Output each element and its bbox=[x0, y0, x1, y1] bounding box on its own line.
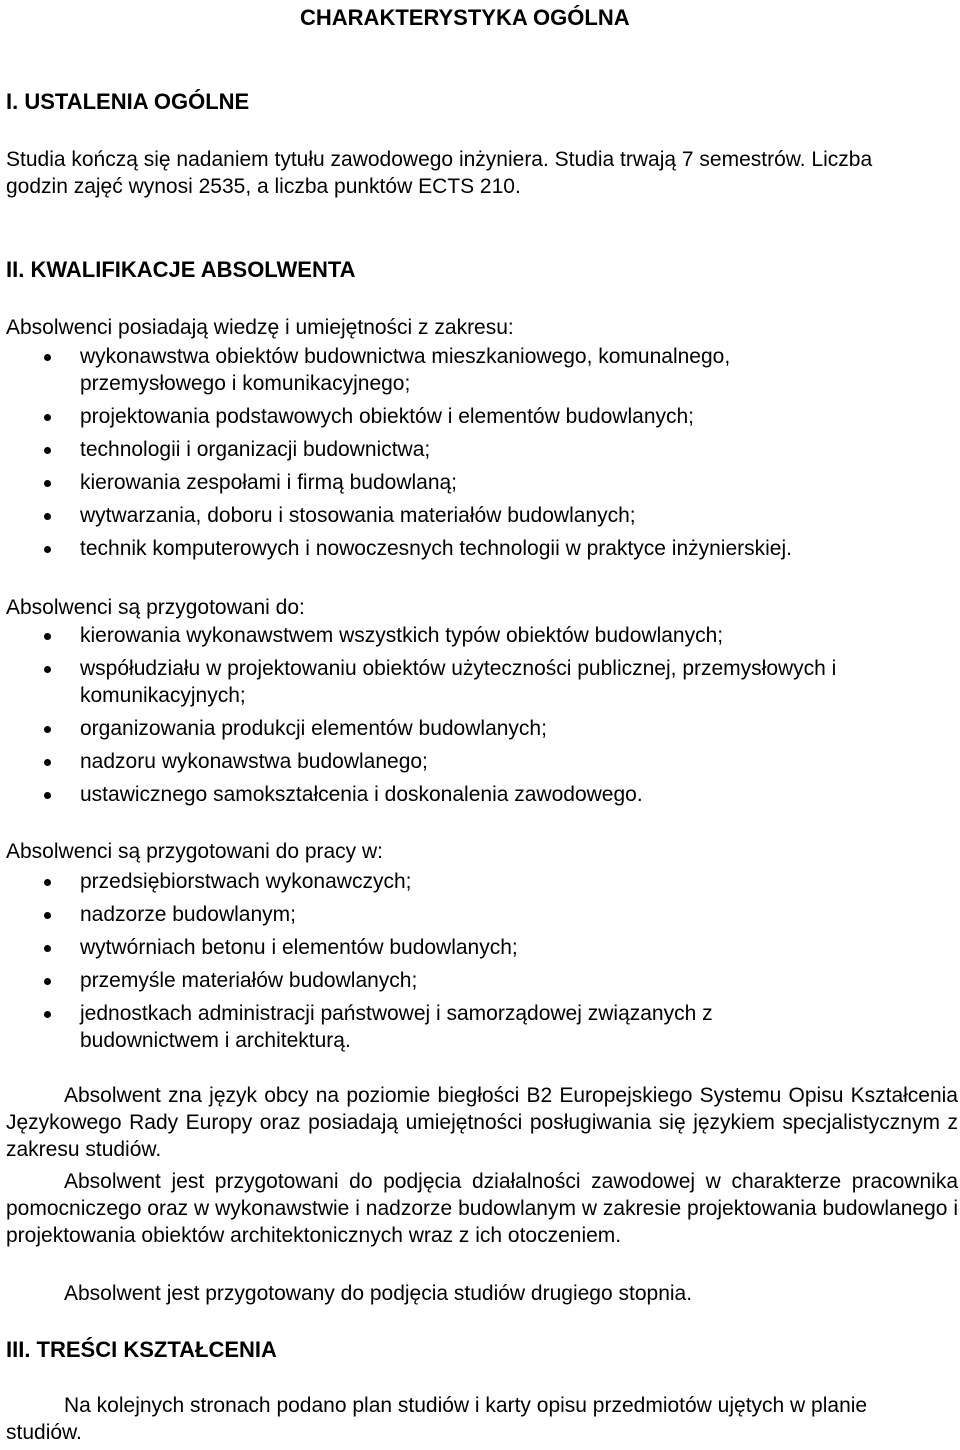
list-item: technologii i organizacji budownictwa; bbox=[0, 436, 960, 463]
list-item: ustawicznego samokształcenia i doskonalenia zawodowego. bbox=[0, 781, 960, 808]
list-item: współudziału w projektowaniu obiektów użyteczności publicznej, przemysłowych i komunikacyjnych; bbox=[0, 655, 960, 709]
qualifications-intro: Absolwenci posiadają wiedzę i umiejętności z zakresu: bbox=[6, 316, 514, 339]
list-item: jednostkach administracji państwowej i samorządowej związanych z budownictwem i architekturą. bbox=[0, 1000, 840, 1054]
list-item: wytwórniach betonu i elementów budowlanych; bbox=[0, 934, 960, 961]
work-places-intro: Absolwenci są przygotowani do pracy w: bbox=[6, 840, 384, 863]
list-item: kierowania wykonawstwem wszystkich typów obiektów budowlanych; bbox=[0, 622, 960, 649]
list-item: organizowania produkcji elementów budowlanych; bbox=[0, 715, 960, 742]
list-item: nadzorze budowlanym; bbox=[0, 901, 960, 928]
section-1-heading: I. USTALENIA OGÓLNE bbox=[6, 89, 250, 114]
prepared-for-intro: Absolwenci są przygotowani do: bbox=[6, 596, 305, 619]
list-item: kierowania zespołami i firmą budowlaną; bbox=[0, 469, 960, 496]
professional-paragraph: Absolwent jest przygotowani do podjęcia działalności zawodowej w charakterze pracownika pomocniczego oraz w wykonawstwie i nadzorze budowlanym w zakresie projektowania budowlanego i projektowania obiektów architektonicznych wraz z ich otoczeniem. bbox=[6, 1170, 958, 1247]
section-2-heading: II. KWALIFIKACJE ABSOLWENTA bbox=[6, 257, 356, 282]
list-item: przedsiębiorstwach wykonawczych; bbox=[0, 868, 960, 895]
language-paragraph: Absolwent zna język obcy na poziomie biegłości B2 Europejskiego Systemu Opisu Kształcenia Językowego Rady Europy oraz posiadają umiejętności posługiwania się językiem specjalistycznym z zakresu studiów. bbox=[6, 1084, 958, 1161]
list-item: nadzoru wykonawstwa budowlanego; bbox=[0, 748, 960, 775]
work-places-list bbox=[0, 868, 960, 1054]
section-3-text: Na kolejnych stronach podano plan studiów i karty opisu przedmiotów ujętych w planie studiów. bbox=[6, 1394, 868, 1444]
list-item: wytwarzania, doboru i stosowania materiałów budowlanych; bbox=[0, 502, 960, 529]
list-item: technik komputerowych i nowoczesnych technologii w praktyce inżynierskiej. bbox=[0, 535, 960, 562]
section-3-heading: III. TREŚCI KSZTAŁCENIA bbox=[6, 1337, 277, 1362]
section-1-text: Studia kończą się nadaniem tytułu zawodowego inżyniera. Studia trwają 7 semestrów. Liczba godzin zajęć wynosi 2535, a liczba punktów ECTS 210. bbox=[6, 148, 873, 198]
list-item: przemyśle materiałów budowlanych; bbox=[0, 967, 960, 994]
further-study-paragraph: Absolwent jest przygotowany do podjęcia studiów drugiego stopnia. bbox=[64, 1282, 693, 1305]
list-item: projektowania podstawowych obiektów i elementów budowlanych; bbox=[0, 403, 960, 430]
list-item: wykonawstwa obiektów budownictwa mieszkaniowego, komunalnego, przemysłowego i komunikacyjnego; bbox=[0, 343, 850, 397]
knowledge-list bbox=[0, 343, 960, 562]
prepared-for-list bbox=[0, 622, 960, 808]
document-title: CHARAKTERYSTYKA OGÓLNA bbox=[300, 5, 630, 30]
